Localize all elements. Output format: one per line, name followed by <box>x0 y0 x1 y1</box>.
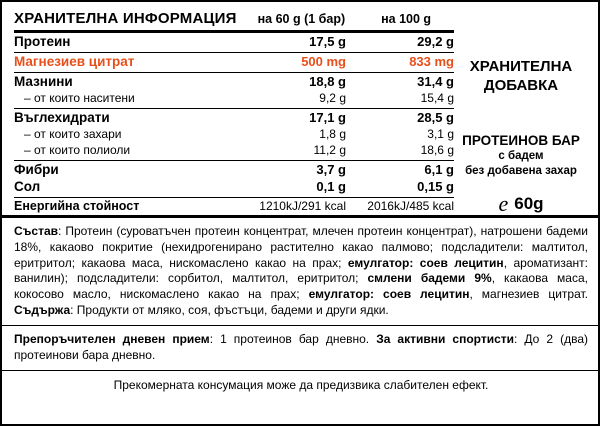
ingredients-text-3: , какаова маса, кокосово масло, нискомаслено какао на прах; <box>14 271 588 302</box>
nutrient-name: – от които полиоли <box>24 143 131 157</box>
recommendation-bold: За активни спортисти <box>376 331 515 346</box>
nutrient-value-per-100g: 15,4 g <box>420 91 454 105</box>
table-row <box>14 161 454 179</box>
nutrient-value-per-bar: 11,2 g <box>313 143 346 157</box>
ingredients-bold-1: емулгатор: соев лецитин <box>347 255 504 270</box>
allergen-text: : Продукти от мляко, соя, фъстъци, бадеми и други ядки. <box>70 303 389 318</box>
side-panel <box>454 2 598 215</box>
table-row <box>14 53 454 71</box>
nutrient-value-per-bar: 17,5 g <box>309 34 346 49</box>
nutrient-value-per-100g: 28,5 g <box>417 110 454 125</box>
nutrition-table <box>14 33 454 214</box>
ingredients-text-4: , магнезиев цитрат. <box>469 287 589 302</box>
table-row <box>14 109 454 127</box>
nutrient-name: Мазнини <box>14 74 73 89</box>
nutrient-value-per-bar: 0,1 g <box>316 179 346 194</box>
product-flavour: с бадем <box>498 150 544 163</box>
nutrient-name: Протеин <box>14 34 71 49</box>
nutrient-value-per-100g: 31,4 g <box>417 74 454 89</box>
nutrient-value-per-100g: 3,1 g <box>427 127 454 141</box>
column-header-per-bar: на 60 g (1 бар) <box>257 12 346 26</box>
nutrition-header-row <box>14 10 454 30</box>
column-header-per-100g: на 100 g <box>381 12 432 26</box>
nutrition-table-panel <box>2 2 454 215</box>
ingredients-label: Състав <box>14 223 59 238</box>
recommendation-section <box>2 326 598 370</box>
warning-section: Прекомерната консумация може да предизвика слабителен ефект. <box>113 377 489 392</box>
nutrient-value-per-100g: 833 mg <box>409 54 454 69</box>
product-name-block <box>454 132 588 179</box>
top-section <box>2 2 598 215</box>
recommendation-text-2: : До 2 (два) протеинови бара дневно. <box>14 331 589 362</box>
nutrient-value-per-bar: 17,1 g <box>309 110 346 125</box>
nutrition-title: ХРАНИТЕЛНА ИНФОРМАЦИЯ <box>14 10 237 27</box>
net-weight-block <box>454 190 588 216</box>
nutrient-value-per-bar: 9,2 g <box>319 91 346 105</box>
net-weight-value: 60g <box>514 193 544 213</box>
nutrient-value-per-100g: 2016kJ/485 kcal <box>367 199 454 213</box>
table-row <box>14 178 454 195</box>
product-name: ПРОТЕИНОВ БАР <box>462 132 580 148</box>
nutrient-value-per-100g: 0,15 g <box>417 179 454 194</box>
nutrient-name: Сол <box>14 179 41 194</box>
ingredients-section <box>2 218 598 325</box>
table-row <box>14 142 454 158</box>
nutrient-value-per-bar: 1,8 g <box>319 127 346 141</box>
allergen-label: Съдържа <box>14 303 71 318</box>
table-row <box>14 126 454 142</box>
nutrient-name: – от които наситени <box>24 91 135 105</box>
table-row <box>14 73 454 91</box>
table-row <box>14 90 454 106</box>
supplement-heading-line1: ХРАНИТЕЛНА <box>469 58 573 75</box>
table-row <box>14 198 454 215</box>
ingredients-bold-3: емулгатор: соев лецитин <box>308 287 470 302</box>
nutrient-name: – от които захари <box>24 127 122 141</box>
nutrient-value-per-100g: 29,2 g <box>417 34 454 49</box>
estimated-sign-icon: e <box>498 190 509 216</box>
ingredients-text-2: , ароматизант: ванилин); подсладители: сорбитол, малтитол, еритритол; <box>14 255 588 286</box>
nutrient-name: Магнезиев цитрат <box>14 54 135 69</box>
nutrient-value-per-100g: 18,6 g <box>420 143 454 157</box>
product-claim: без добавена захар <box>465 164 577 177</box>
nutrient-name: Енергийна стойност <box>14 199 140 213</box>
supplement-heading <box>454 58 588 96</box>
recommendation-label: Препоръчителен дневен прием <box>14 331 210 346</box>
nutrient-name: Въглехидрати <box>14 110 110 125</box>
nutrient-value-per-bar: 3,7 g <box>316 162 346 177</box>
nutrient-name: Фибри <box>14 162 59 177</box>
nutrient-value-per-bar: 18,8 g <box>309 74 346 89</box>
ingredients-bold-2: смлени бадеми 9% <box>367 271 492 286</box>
supplement-heading-line2: ДОБАВКА <box>483 76 559 94</box>
nutrient-value-per-100g: 6,1 g <box>424 162 454 177</box>
ingredients-text-1: : Протеин (суроватъчен протеин концентрат, млечен протеин концентрат), натрошени бадеми 18%, какаово покритие (нехидрогенирано растително какао палмово; подсладители: малтитол, еритритол; какаова маса, нискомаслено какао на прах; <box>14 223 588 270</box>
nutrient-value-per-bar: 1210kJ/291 kcal <box>259 199 346 213</box>
table-row <box>14 33 454 50</box>
nutrient-value-per-bar: 500 mg <box>301 54 346 69</box>
recommendation-text-1: : 1 протеинов бар дневно. <box>209 331 377 346</box>
